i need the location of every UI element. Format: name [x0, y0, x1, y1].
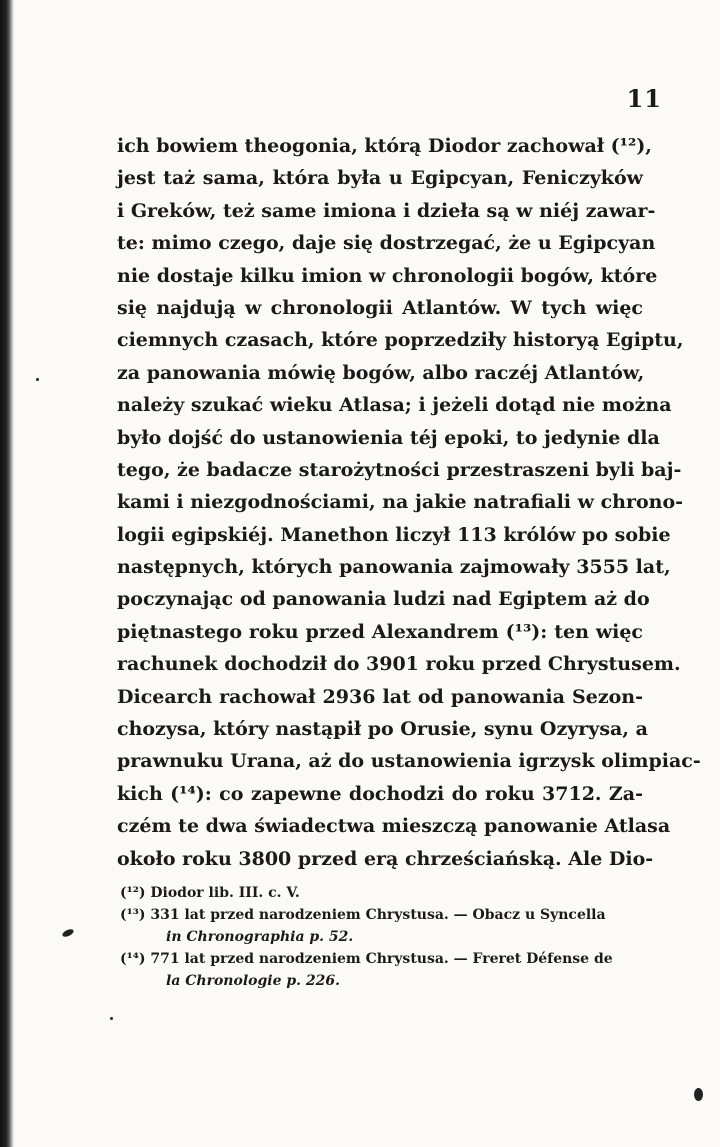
text-line: ich bowiem theogonia, którą Diodor zachował (¹²),: [117, 135, 652, 157]
text-line: piętnastego roku przed Alexandrem (¹³): ten więc: [117, 620, 643, 643]
ink-speck: [61, 928, 74, 939]
text-line: było dojść do ustanowienia téj epoki, to jedynie dla: [117, 426, 660, 449]
text-line: rachunek dochodził do 3901 roku przed Chrystusem.: [117, 653, 681, 676]
text-line: te: mimo czego, daje się dostrzegać, że u Egipcyan: [117, 232, 656, 255]
text-line: poczynając od panowania ludzi nad Egiptem aż do: [117, 588, 650, 611]
text-line: prawnuku Urana, aż do ustanowienia igrzysk olimpiac-: [117, 750, 701, 773]
text-line: i Greków, też same imiona i dzieła są w niéj zawar-: [117, 199, 656, 222]
text-line: chozysa, który nastąpił po Orusie, synu Ozyrysa, a: [117, 718, 648, 741]
text-line: około roku 3800 przed erą chrześciańską. Ale Dio-: [117, 847, 654, 870]
ink-speck: [110, 1017, 113, 1020]
body-text: [117, 130, 701, 875]
footnote: (¹³) 331 lat przed narodzeniem Chrystusa. — Obacz u Syncella: [120, 907, 606, 923]
text-line: kich (¹⁴): co zapewne dochodzi do roku 3712. Za-: [117, 782, 643, 805]
text-line: logii egipskiéj. Manethon liczył 113 królów po sobie: [117, 523, 671, 546]
text-line: się najdują w chronologii Atlantów. W tych więc: [117, 296, 643, 319]
text-line: należy szukać wieku Atlasa; i jeżeli dotąd nie można: [117, 394, 672, 417]
ink-speck: [36, 378, 39, 381]
text-line: za panowania mówię bogów, albo raczéj Atlantów,: [117, 361, 645, 384]
text-line: nie dostaje kilku imion w chronologii bogów, które: [117, 264, 658, 287]
text-line: jest taż sama, która była u Egipcyan, Feniczyków: [117, 167, 643, 190]
footnotes: [120, 882, 642, 992]
page-number: 11: [626, 84, 662, 113]
text-line: kami i niezgodnościami, na jakie natrafiali w chrono-: [117, 491, 684, 514]
footnote: (¹⁴) 771 lat przed narodzeniem Chrystusa. — Freret Défense de: [120, 951, 613, 967]
text-line: tego, że badacze starożytności przestraszeni byli baj-: [117, 458, 682, 481]
book-spine-shadow: [0, 0, 14, 1147]
footnote-continuation: in Chronographia p. 52.: [166, 929, 354, 945]
ink-speck: [694, 1088, 703, 1101]
text-line: następnych, których panowania zajmowały 3555 lat,: [117, 556, 671, 579]
text-line: ciemnych czasach, które poprzedziły historyą Egiptu,: [117, 329, 684, 352]
footnote: (¹²) Diodor lib. III. c. V.: [120, 885, 300, 901]
text-line: Dicearch rachował 2936 lat od panowania Sezon-: [117, 685, 643, 708]
text-line: czém te dwa świadectwa mieszczą panowanie Atlasa: [117, 815, 671, 838]
footnote-continuation: la Chronologie p. 226.: [166, 973, 340, 989]
